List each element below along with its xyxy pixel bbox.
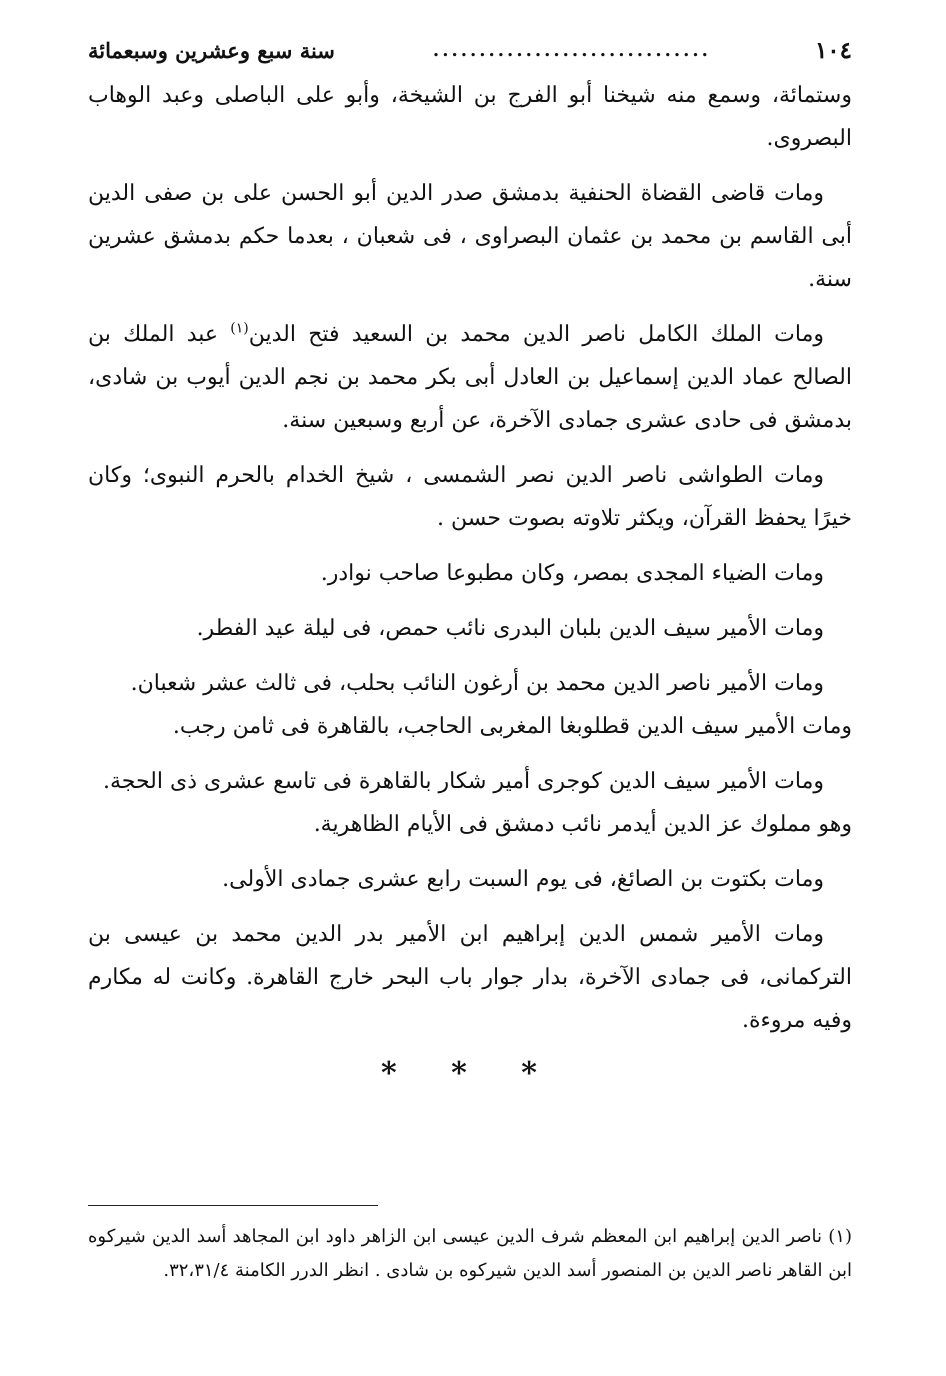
paragraph-kujri: ومات الأمير سيف الدين كوجرى أمير شكار بالقاهرة فى تاسع عشرى ذى الحجة. (102, 769, 824, 794)
paragraph-balaban: ومات الأمير سيف الدين بلبان البدرى نائب حمص، فى ليلة عيد الفطر. (196, 616, 824, 641)
paragraph-shams-ibrahim: ومات الأمير شمس الدين إبراهيم ابن الأمير بدر الدين محمد بن عيسى بن التركمانى، فى جمادى الآخرة، بدار جوار باب البحر خارج القاهرة. وكانت له مكارم وفيه مروءة. (88, 922, 852, 1033)
paragraph-diya-majdi: ومات الضياء المجدى بمصر، وكان مطبوعا صاحب نوادر. (320, 561, 824, 586)
paragraph-aydamur: وهو مملوك عز الدين أيدمر نائب دمشق فى الأيام الظاهرية. (313, 812, 852, 837)
page-number: ١٠٤ (814, 36, 852, 64)
running-head (88, 30, 852, 70)
leader-dots: .............................. (432, 39, 711, 61)
page (88, 30, 852, 1360)
paragraph-qadi-hanafi: ومات قاضى القضاة الحنفية بدمشق صدر الدين أبو الحسن على بن صفى الدين أبى القاسم بن محمد بن عثمان البصراوى ، فى شعبان ، بعدما حكم بدمشق عشرين سنة. (88, 181, 852, 292)
malik-kamil-text-a: ومات الملك الكامل ناصر الدين محمد بن السعيد فتح الدين (248, 322, 824, 347)
footnote-rule (88, 1205, 378, 1206)
section-separator: * * * (381, 1056, 559, 1091)
running-title: سنة سبع وعشرين وسبعمائة (88, 37, 335, 63)
footnote-reference: (١) (230, 320, 249, 337)
footnote-area (88, 1205, 852, 1288)
paragraph-malik-kamil (88, 313, 852, 442)
paragraph-baktut: ومات بكتوت بن الصائغ، فى يوم السبت رابع عشرى جمادى الأولى. (222, 867, 824, 892)
paragraph-continuation: وستمائة، وسمع منه شيخنا أبو الفرج بن الشيخة، وأبو على الباصلى وعبد الوهاب البصروى. (88, 83, 852, 151)
paragraph-arghun: ومات الأمير ناصر الدين محمد بن أرغون النائب بحلب، فى ثالث عشر شعبان. (130, 671, 824, 696)
paragraph-qutlubugha: ومات الأمير سيف الدين قطلوبغا المغربى الحاجب، بالقاهرة فى ثامن رجب. (172, 714, 852, 739)
body-text (88, 74, 852, 1091)
paragraph-tawashi: ومات الطواشى ناصر الدين نصر الشمسى ، شيخ الخدام بالحرم النبوى؛ وكان خيرًا يحفظ القرآن، ويكثر تلاوته بصوت حسن . (88, 463, 852, 531)
footnote-1: (١) ناصر الدين إبراهيم ابن المعظم شرف الدين عيسى ابن الزاهر داود ابن المجاهد أسد الدين شيركوه ابن القاهر ناصر الدين بن المنصور أسد الدين شيركوه بن شادى . انظر الدرر الكامنة ٣٢،٣١/٤. (88, 1226, 852, 1281)
malik-kamil-text-b: عبد الملك بن الصالح عماد الدين إسماعيل بن العادل أبى بكر محمد بن نجم الدين أيوب بن شادى، بدمشق فى حادى عشرى جمادى الآخرة، عن أربع وسبعين سنة. (88, 322, 852, 433)
